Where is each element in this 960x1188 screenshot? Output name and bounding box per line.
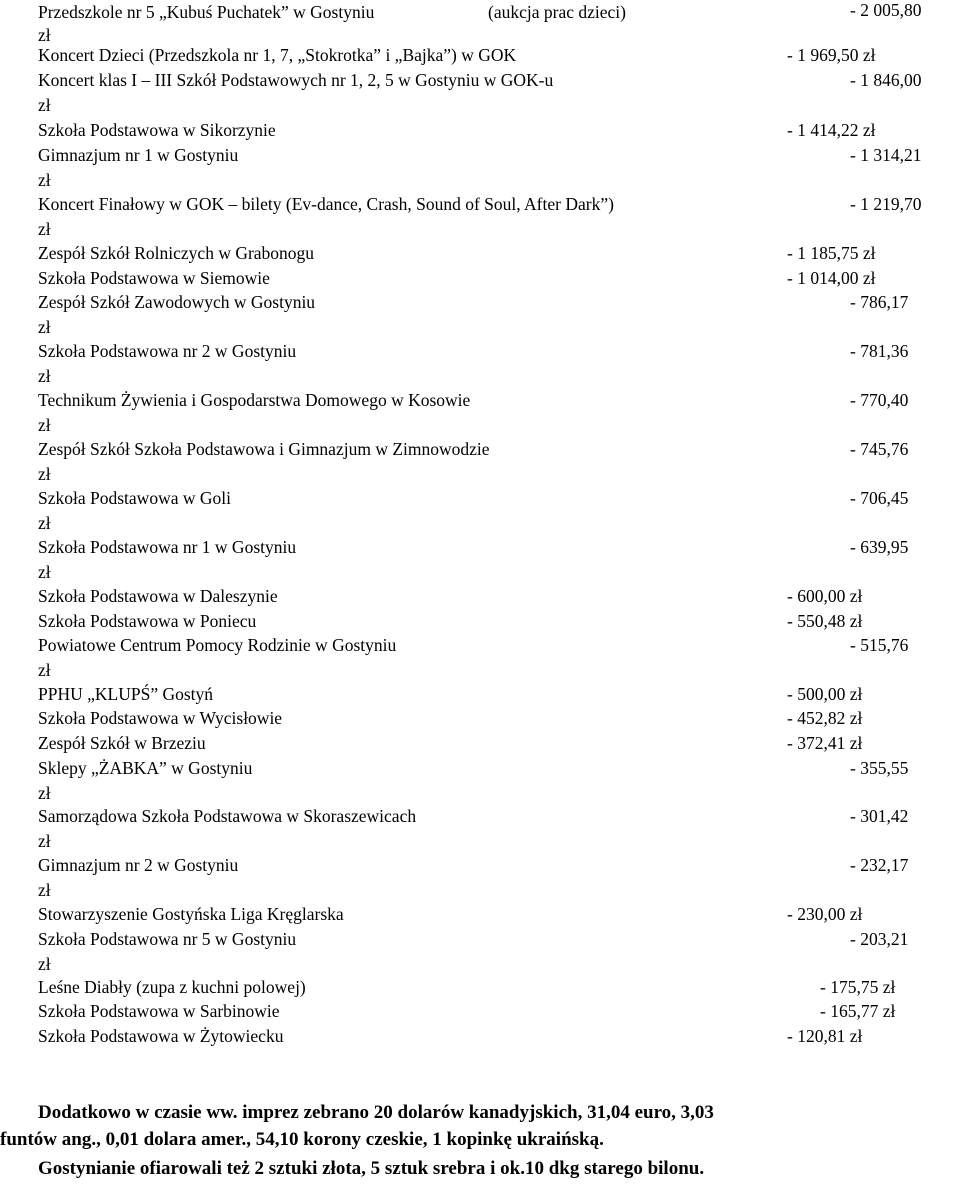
entry-amount: - 786,17 [850, 292, 909, 312]
entry-amount: - 120,81 zł [787, 1026, 863, 1046]
list-item [0, 975, 960, 999]
list-item [0, 853, 960, 877]
entry-amount: - 232,17 [850, 855, 909, 875]
entry-amount: - 550,48 zł [787, 611, 863, 631]
list-item [0, 290, 960, 314]
entry-currency-line [0, 413, 960, 437]
entry-currency-line [0, 217, 960, 241]
entry-amount: - 1 219,70 [850, 194, 922, 214]
entry-name: Gimnazjum nr 2 w Gostyniu [38, 855, 239, 875]
list-item [0, 584, 960, 608]
entry-currency: zł [38, 170, 51, 190]
entry-currency-line [0, 781, 960, 805]
entry-amount: - 600,00 zł [787, 586, 863, 606]
entry-amount: - 1 846,00 [850, 70, 922, 90]
entry-name: Zespół Szkół Zawodowych w Gostyniu [38, 292, 316, 312]
list-item [0, 706, 960, 730]
entry-name: Szkoła Podstawowa nr 2 w Gostyniu [38, 341, 297, 361]
entry-name: Koncert Dzieci (Przedszkola nr 1, 7, „Stokrotka” i „Bajka”) w GOK [38, 45, 517, 65]
list-item [0, 633, 960, 657]
list-item [0, 486, 960, 510]
entry-amount: - 165,77 zł [820, 1001, 896, 1021]
entry-name: Powiatowe Centrum Pomocy Rodzinie w Gostyniu [38, 635, 397, 655]
entry-amount: - 770,40 [850, 390, 909, 410]
entry-amount: - 1 969,50 zł [787, 45, 876, 65]
entry-name: Szkoła Podstawowa w Siemowie [38, 268, 270, 288]
footer-line-3: Gostynianie ofiarowali też 2 sztuki złota, 5 sztuk srebra i ok.10 dkg starego bilonu. [38, 1158, 705, 1179]
entry-amount: - 355,55 [850, 758, 909, 778]
entry-amount: - 639,95 [850, 537, 909, 557]
entry-amount: - 301,42 [850, 806, 909, 826]
entry-amount: - 230,00 zł [787, 904, 863, 924]
entry-currency: zł [38, 831, 51, 851]
entry-currency-line [0, 658, 960, 682]
entry-currency: zł [38, 95, 51, 115]
entry-name: Technikum Żywienia i Gospodarstwa Domowego w Kosowie [38, 390, 471, 410]
list-item [0, 241, 960, 265]
list-item [0, 902, 960, 926]
entry-currency-line [0, 952, 960, 976]
footer-line-2: funtów ang., 0,01 dolara amer., 54,10 korony czeskie, 1 kopinkę ukraińską. [0, 1129, 604, 1150]
entry-amount: - 1 014,00 zł [787, 268, 876, 288]
entry-currency: zł [38, 660, 51, 680]
entry-currency-line [0, 93, 960, 117]
entry-name: Stowarzyszenie Gostyńska Liga Kręglarska [38, 904, 344, 924]
entry-name: Koncert klas I – III Szkół Podstawowych nr 1, 2, 5 w Gostyniu w GOK-u [38, 70, 554, 90]
list-item [0, 118, 960, 142]
entry-currency-line [0, 168, 960, 192]
list-item [0, 388, 960, 412]
footer-line-1: Dodatkowo w czasie ww. imprez zebrano 20 dolarów kanadyjskich, 31,04 euro, 3,03 [38, 1102, 714, 1123]
entry-amount: - 781,36 [850, 341, 909, 361]
entry-currency: zł [38, 25, 51, 45]
list-item [0, 609, 960, 633]
entry-currency-line [0, 315, 960, 339]
entry-currency-line [0, 829, 960, 853]
entry-currency-line [0, 878, 960, 902]
entry-name: Szkoła Podstawowa w Daleszynie [38, 586, 278, 606]
list-item [0, 535, 960, 559]
entry-name: Szkoła Podstawowa w Żytowiecku [38, 1026, 284, 1046]
list-item [0, 266, 960, 290]
entry-name: PPHU „KLUPŚ” Gostyń [38, 684, 214, 704]
entry-name: Szkoła Podstawowa w Goli [38, 488, 231, 508]
entry-amount: - 2 005,80 [850, 0, 922, 20]
list-item [0, 927, 960, 951]
entry-note: (aukcja prac dzieci) [488, 2, 626, 22]
list-item [0, 1024, 960, 1048]
entry-currency-line [0, 511, 960, 535]
entry-currency: zł [38, 464, 51, 484]
entry-amount: - 515,76 [850, 635, 909, 655]
entry-name: Szkoła Podstawowa w Sarbinowie [38, 1001, 280, 1021]
list-item [0, 68, 960, 92]
entry-amount: - 1 185,75 zł [787, 243, 876, 263]
entry-amount: - 500,00 zł [787, 684, 863, 704]
entry-amount: - 452,82 zł [787, 708, 863, 728]
entry-name: Szkoła Podstawowa w Wycisłowie [38, 708, 283, 728]
entry-currency-line [0, 364, 960, 388]
list-item [0, 192, 960, 216]
entry-currency: zł [38, 415, 51, 435]
list-item [0, 756, 960, 780]
entry-name: Koncert Finałowy w GOK – bilety (Ev-dance, Crash, Sound of Soul, After Dark”) [38, 194, 614, 214]
entry-name: Szkoła Podstawowa nr 1 w Gostyniu [38, 537, 297, 557]
entry-name: Zespół Szkół Rolniczych w Grabonogu [38, 243, 315, 263]
entry-amount: - 372,41 zł [787, 733, 863, 753]
entry-name: Szkoła Podstawowa w Poniecu [38, 611, 257, 631]
entry-currency: zł [38, 954, 51, 974]
list-item [0, 804, 960, 828]
entry-name: Przedszkole nr 5 „Kubuś Puchatek” w Gostyniu [38, 2, 375, 22]
list-item [0, 437, 960, 461]
entry-name: Zespół Szkół Szkoła Podstawowa i Gimnazjum w Zimnowodzie [38, 439, 490, 459]
entry-name: Zespół Szkół w Brzeziu [38, 733, 206, 753]
entry-amount: - 706,45 [850, 488, 909, 508]
entry-currency: zł [38, 880, 51, 900]
list-item [0, 999, 960, 1023]
entry-name: Gimnazjum nr 1 w Gostyniu [38, 145, 239, 165]
list-item [0, 43, 960, 67]
entry-amount: - 1 314,21 [850, 145, 922, 165]
entry-name: Leśne Diabły (zupa z kuchni polowej) [38, 977, 306, 997]
list-item [0, 143, 960, 167]
entry-currency-line [0, 462, 960, 486]
list-item [0, 339, 960, 363]
entry-name: Sklepy „ŻABKA” w Gostyniu [38, 758, 253, 778]
entry-amount: - 745,76 [850, 439, 909, 459]
list-item [0, 731, 960, 755]
entry-currency-line [0, 560, 960, 584]
entry-amount: - 203,21 [850, 929, 909, 949]
entry-currency: zł [38, 562, 51, 582]
entry-name: Samorządowa Szkoła Podstawowa w Skoraszewicach [38, 806, 417, 826]
entry-currency: zł [38, 366, 51, 386]
list-item [0, 0, 960, 24]
entry-name: Szkoła Podstawowa w Sikorzynie [38, 120, 276, 140]
list-item [0, 682, 960, 706]
entry-currency: zł [38, 513, 51, 533]
entry-amount: - 175,75 zł [820, 977, 896, 997]
entry-currency: zł [38, 783, 51, 803]
entry-currency: zł [38, 317, 51, 337]
entry-currency: zł [38, 219, 51, 239]
entry-name: Szkoła Podstawowa nr 5 w Gostyniu [38, 929, 297, 949]
entry-amount: - 1 414,22 zł [787, 120, 876, 140]
